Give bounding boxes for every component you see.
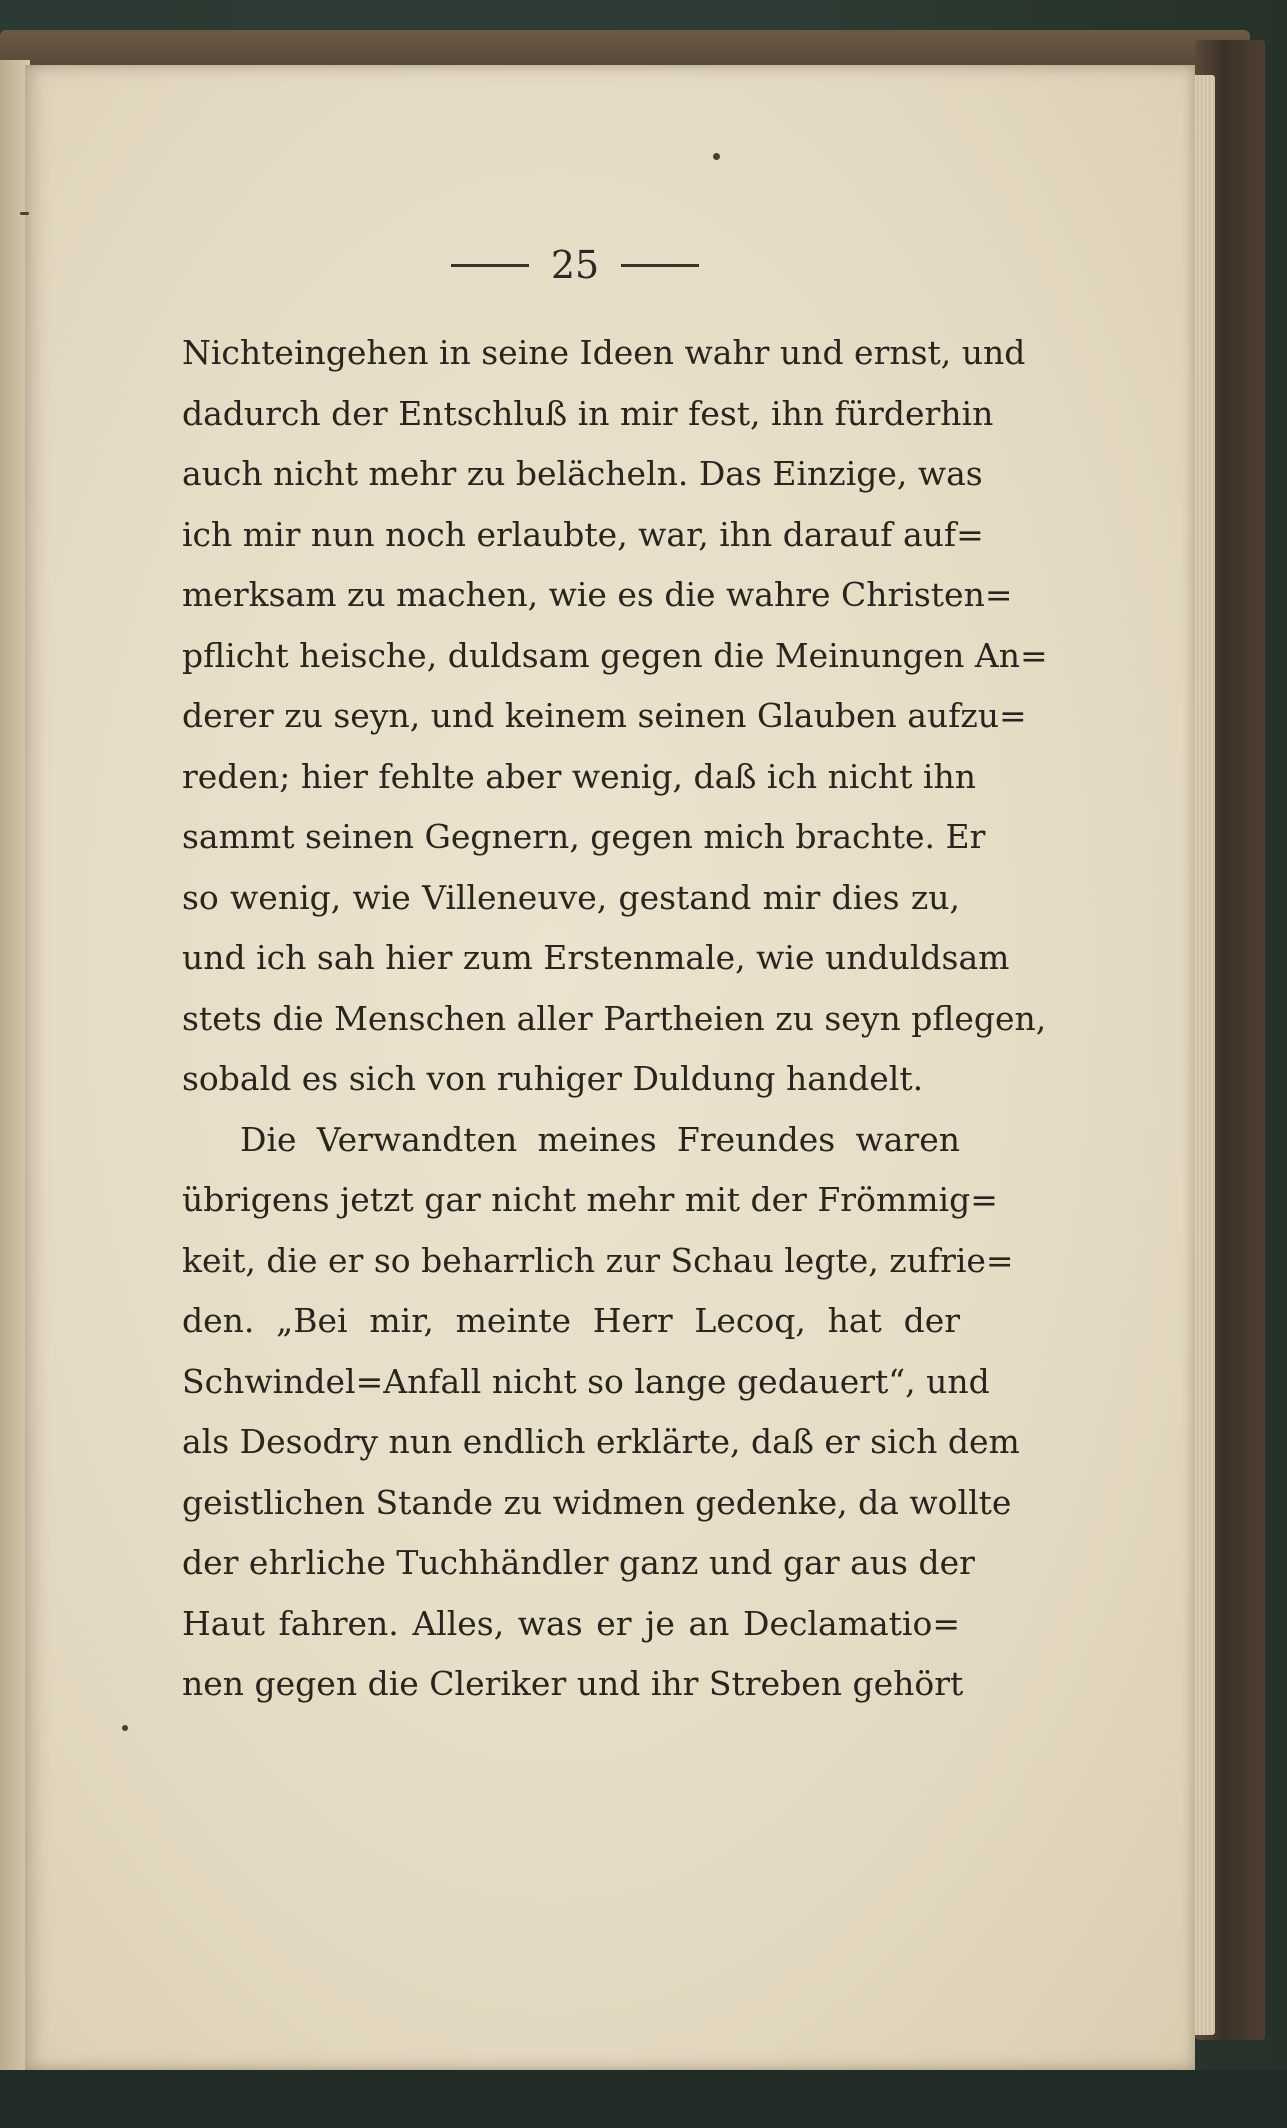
text-line: sobald es sich von ruhiger Duldung handelt. <box>182 1059 924 1098</box>
text-line: Die Verwandten meines Freundes waren <box>240 1119 960 1159</box>
page-number: 25 <box>550 243 600 287</box>
text-line: übrigens jetzt gar nicht mehr mit der Frömmig= <box>182 1180 998 1219</box>
page-header <box>410 240 740 290</box>
ink-speck <box>122 1725 128 1731</box>
ink-speck <box>20 212 29 215</box>
header-rule-left <box>451 264 529 267</box>
text-line: pflicht heische, duldsam gegen die Meinungen An= <box>182 635 1048 675</box>
text-line: geistlichen Stande zu widmen gedenke, da wollte <box>182 1482 1012 1522</box>
text-line: als Desodry nun endlich erklärte, daß er sich dem <box>182 1422 1020 1461</box>
text-line: so wenig, wie Villeneuve, gestand mir dies zu, <box>182 877 960 917</box>
text-line: Nichteingehen in seine Ideen wahr und ernst, und <box>182 333 1026 372</box>
body-text <box>182 323 1048 1715</box>
text-line: reden; hier fehlte aber wenig, daß ich nicht ihn <box>182 756 976 796</box>
text-line: ich mir nun noch erlaubte, war, ihn darauf auf= <box>182 514 984 554</box>
text-line: nen gegen die Cleriker und ihr Streben gehört <box>182 1664 964 1703</box>
paragraph <box>182 1110 1020 1715</box>
text-line: auch nicht mehr zu belächeln. Das Einzige, was <box>182 454 983 493</box>
ink-speck <box>713 153 720 160</box>
header-rule-right <box>621 264 699 267</box>
text-line: Schwindel=Anfall nicht so lange gedauert“, und <box>182 1361 990 1401</box>
text-line: sammt seinen Gegnern, gegen mich brachte. Er <box>182 817 986 856</box>
text-line: keit, die er so beharrlich zur Schau legte, zufrie= <box>182 1240 1014 1280</box>
text-line: merksam zu machen, wie es die wahre Christen= <box>182 575 1013 614</box>
text-line: derer zu seyn, und keinem seinen Glauben aufzu= <box>182 696 1027 735</box>
paragraph <box>182 323 1048 1110</box>
text-line: Haut fahren. Alles, was er je an Declamatio= <box>182 1603 960 1643</box>
scan-background-bottom <box>0 2070 1287 2128</box>
text-line: dadurch der Entschluß in mir fest, ihn fürderhin <box>182 393 994 433</box>
text-line: den. „Bei mir, meinte Herr Lecoq, hat der <box>182 1301 960 1340</box>
text-line: der ehrliche Tuchhändler ganz und gar aus der <box>182 1543 975 1582</box>
text-line: stets die Menschen aller Partheien zu seyn pflegen, <box>182 998 1047 1038</box>
text-line: und ich sah hier zum Erstenmale, wie unduldsam <box>182 938 1010 977</box>
